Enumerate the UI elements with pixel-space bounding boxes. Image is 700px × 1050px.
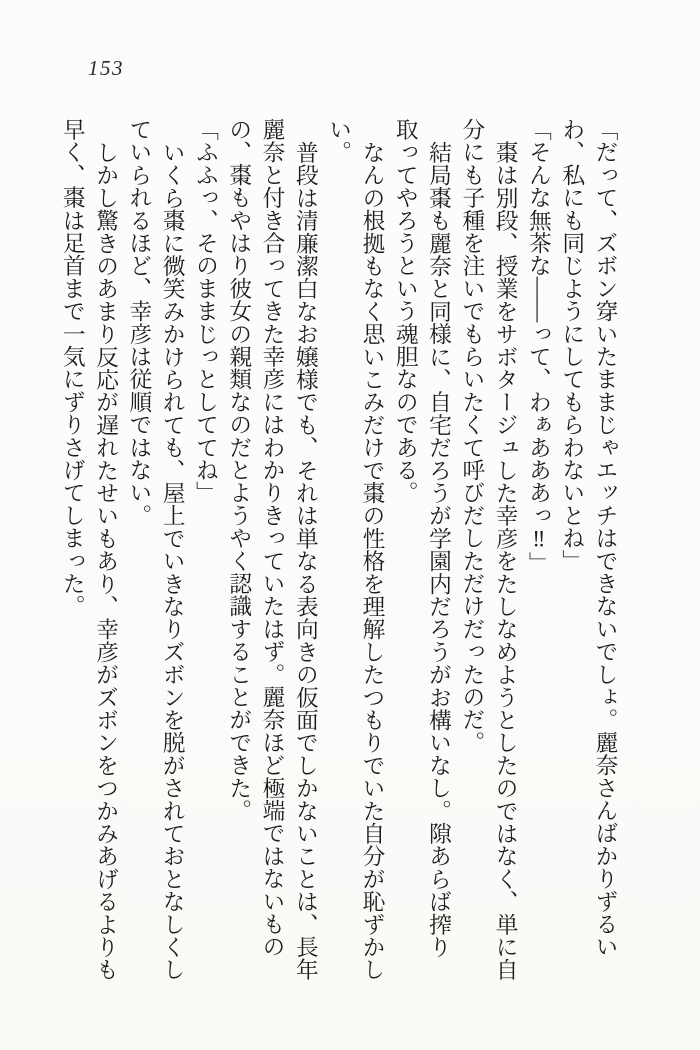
vertical-text-block — [52, 118, 622, 986]
paragraph-narrative-2: 結局棗も麗奈と同様に、自宅だろうが学園内だろうがお構いなし。隙あらば搾り取ってやろうという魂胆なのである。 — [393, 118, 452, 958]
paragraph-narrative-1: 棗は別段、授業をサボタージュした幸彦をたしなめようとしたのではなく、単に自分にも子種を注いでもらいたくて呼びだしただけだったのだ。 — [459, 118, 519, 981]
page-number: 153 — [88, 56, 124, 80]
paragraph-narrative-3: なんの根拠もなく思いこみだけで棗の性格を理解したつもりでいた自分が恥ずかしい。 — [326, 118, 385, 981]
paragraph-dialogue-3: 「ふふっ、そのままじっとしててね」 — [193, 118, 219, 504]
paragraph-narrative-5: いくら棗に微笑みかけられても、屋上でいきなりズボンを脱がされておとなしくしていられるほど、幸彦は従順ではない。 — [126, 118, 186, 981]
paragraph-narrative-6: しかし驚きのあまり反応が遅れたせいもあり、幸彦がズボンをつかみあげるよりも早く、棗は足首まで一気にずりさげてしまった。 — [60, 118, 119, 981]
paragraph-narrative-4: 普段は清廉潔白なお嬢様でも、それは単なる表向きの仮面でしかないことは、長年麗奈と付き合ってきた幸彦にはわかりきっていたはず。麗奈ほど極端ではないものの、棗もやはり彼女の親類なのだとようやく認識することができた。 — [226, 118, 319, 981]
paragraph-dialogue-1: 「だって、ズボン穿いたままじゃエッチはできないでしょ。麗奈さんばかりずるいわ、私にも同じようにしてもらわないとね」 — [559, 118, 618, 958]
paragraph-dialogue-2: 「そんな無茶な――って、わぁあああっ‼」 — [526, 118, 552, 575]
